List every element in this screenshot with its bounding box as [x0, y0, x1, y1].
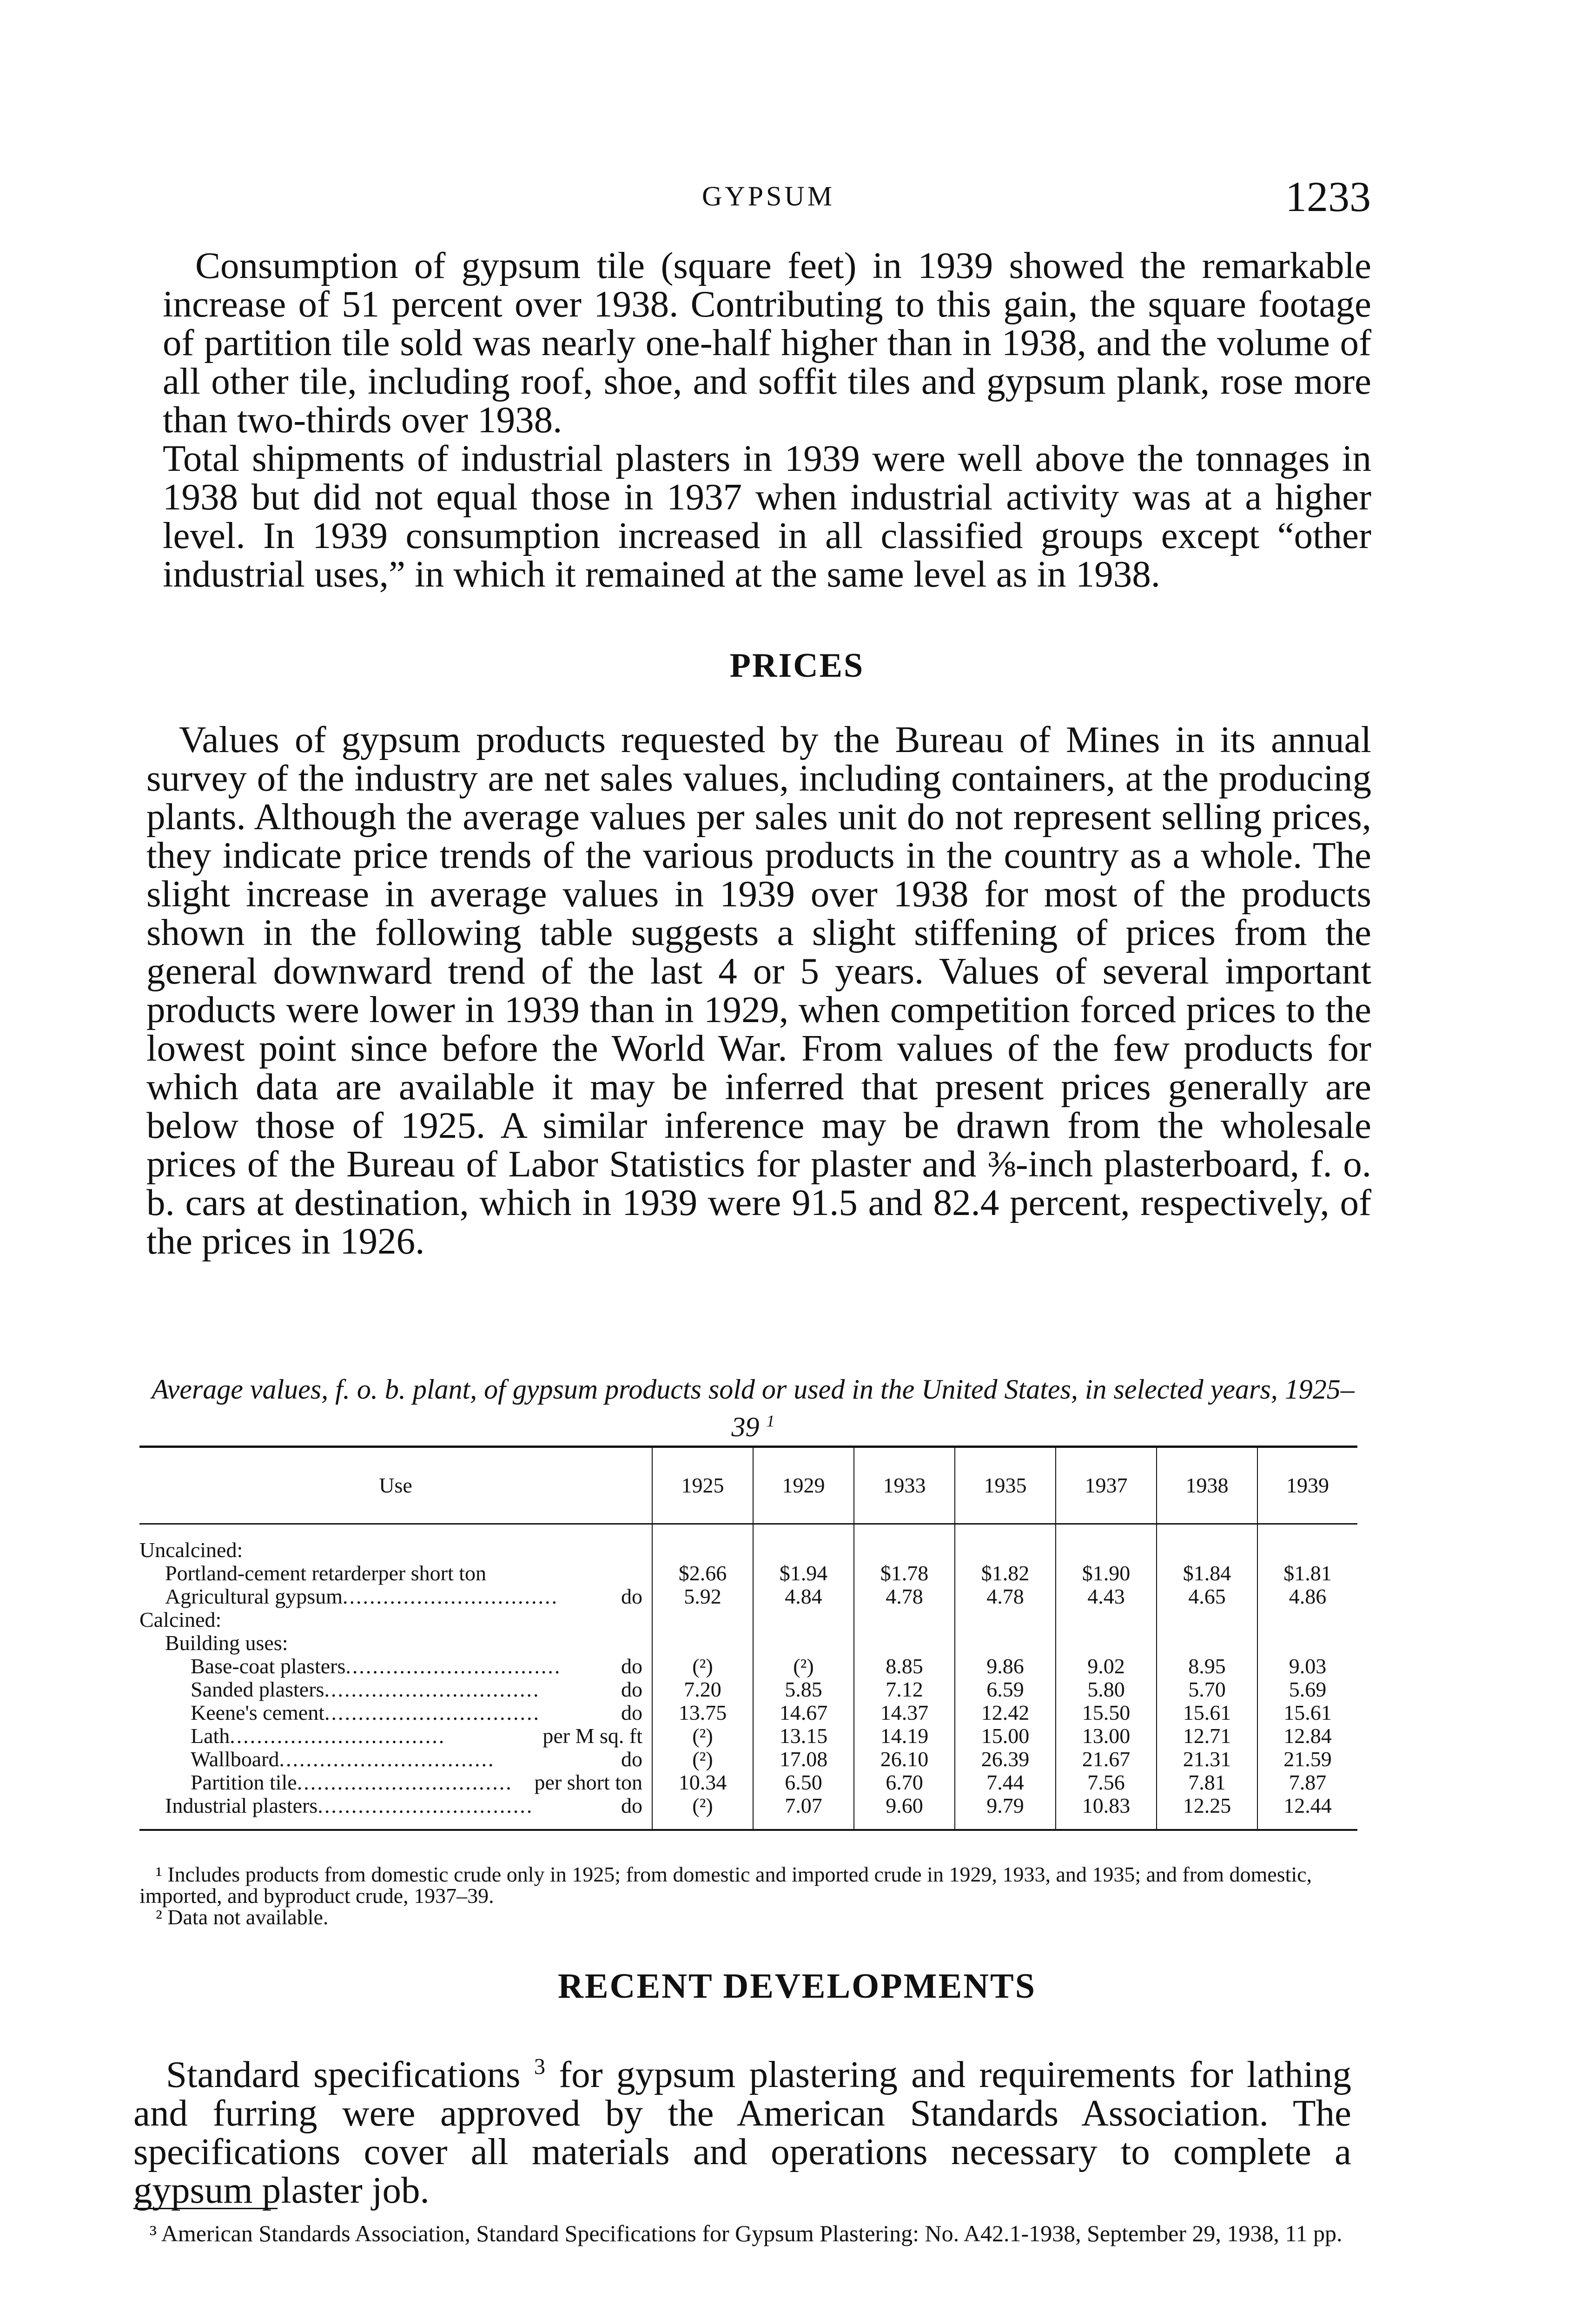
table-cell: 26.39 — [955, 1748, 1056, 1771]
leader-dots: ................................ — [230, 1724, 446, 1748]
group-label-calcined: Calcined: — [139, 1608, 222, 1631]
row-label-cell — [139, 1794, 652, 1830]
table-cell: 7.20 — [652, 1678, 753, 1701]
row-label: Lath — [191, 1724, 230, 1748]
leader-dots: ................................ — [343, 1585, 558, 1608]
table-cell: 10.34 — [652, 1771, 753, 1794]
table-cell: 13.75 — [652, 1701, 753, 1724]
table-header-row — [139, 1447, 1357, 1524]
row-label: Agricultural gypsum — [165, 1585, 343, 1608]
row-unit: do — [621, 1585, 642, 1608]
paragraph-text: Standard specifications — [166, 2053, 534, 2095]
row-label-cell — [139, 1655, 652, 1678]
values-table-container — [139, 1446, 1357, 1831]
table-cell: 7.44 — [955, 1771, 1056, 1794]
row-unit: do — [621, 1748, 642, 1771]
header-year: 1939 — [1257, 1447, 1357, 1524]
paragraph-industrial-plasters: Total shipments of industrial plasters in 1939 were well above the tonnages in 1938 but did not equal those in 1937 when industrial activity was at a higher level. In 1939 consumption increased in all classified groups except “other industrial uses,” in which it remained at the same level as in 1938. — [163, 437, 1371, 595]
table-cell: 21.31 — [1157, 1748, 1257, 1771]
table-cell: 4.78 — [854, 1585, 955, 1608]
values-table — [139, 1446, 1357, 1831]
heading-recent-developments: RECENT DEVELOPMENTS — [557, 1967, 1036, 2006]
table-cell: 14.19 — [854, 1724, 955, 1748]
running-title: GYPSUM — [702, 181, 835, 211]
leader-dots: ................................ — [324, 1701, 540, 1724]
group-label-uncalcined: Uncalcined: — [139, 1538, 243, 1562]
table-cell: 4.65 — [1157, 1585, 1257, 1608]
row-unit: per short ton — [378, 1562, 487, 1585]
row-label: Portland-cement retarder — [165, 1562, 378, 1585]
table-cell: 5.69 — [1257, 1678, 1357, 1701]
table-cell: 12.84 — [1257, 1724, 1357, 1748]
table-cell: (²) — [652, 1655, 753, 1678]
row-label: Wallboard — [191, 1748, 279, 1771]
table-cell: 7.07 — [753, 1794, 854, 1830]
table-row — [139, 1748, 1357, 1771]
paragraph-tile-and-plasters — [163, 246, 1371, 594]
table-cell: 5.92 — [652, 1585, 753, 1608]
table-caption — [139, 1373, 1367, 1443]
row-unit: do — [621, 1655, 642, 1678]
table-cell: (²) — [652, 1724, 753, 1748]
row-label-cell — [139, 1562, 652, 1585]
table-cell: 13.00 — [1056, 1724, 1157, 1748]
table-cell: $1.94 — [753, 1562, 854, 1585]
table-cell: 21.59 — [1257, 1748, 1357, 1771]
table-cell: 5.85 — [753, 1678, 854, 1701]
table-cell: 21.67 — [1056, 1748, 1157, 1771]
table-cell: 8.85 — [854, 1655, 955, 1678]
page-number: 1233 — [1285, 173, 1371, 220]
row-unit: do — [621, 1794, 642, 1817]
table-cell: 15.61 — [1257, 1701, 1357, 1724]
table-cell: 7.87 — [1257, 1771, 1357, 1794]
group-label-building-uses: Building uses: — [165, 1631, 288, 1655]
table-cell: 14.37 — [854, 1701, 955, 1724]
row-unit: do — [621, 1701, 642, 1724]
table-cell: (²) — [652, 1748, 753, 1771]
table-caption-footnote-ref: 1 — [766, 1412, 775, 1430]
leader-dots: ................................ — [317, 1794, 534, 1817]
table-cell: 9.03 — [1257, 1655, 1357, 1678]
table-footnote-1: ¹ Includes products from domestic crude only in 1925; from domestic and imported crude in 1929, 1933, and 1935; and from domestic, imported, and byproduct crude, 1937–39. — [139, 1862, 1312, 1908]
header-year: 1937 — [1056, 1447, 1157, 1524]
table-cell: 4.86 — [1257, 1585, 1357, 1608]
table-cell: $1.90 — [1056, 1562, 1157, 1585]
table-cell: 8.95 — [1157, 1655, 1257, 1678]
footnote-ref-3: 3 — [534, 2054, 545, 2079]
table-cell: 4.43 — [1056, 1585, 1157, 1608]
table-row — [139, 1724, 1357, 1748]
row-label: Industrial plasters — [165, 1794, 318, 1817]
row-label-cell — [139, 1748, 652, 1771]
table-row — [139, 1701, 1357, 1724]
table-cell: 7.12 — [854, 1678, 955, 1701]
leader-dots: ................................ — [345, 1655, 562, 1678]
table-cell: 10.83 — [1056, 1794, 1157, 1830]
table-group-row — [139, 1538, 1357, 1562]
table-cell: 5.70 — [1157, 1678, 1257, 1701]
table-cell: 9.86 — [955, 1655, 1056, 1678]
row-label-cell — [139, 1678, 652, 1701]
table-group-row — [139, 1608, 1357, 1631]
row-unit: per short ton — [534, 1771, 642, 1794]
table-cell: 12.44 — [1257, 1794, 1357, 1830]
table-cell: 9.79 — [955, 1794, 1056, 1830]
table-cell: 26.10 — [854, 1748, 955, 1771]
table-cell: 6.70 — [854, 1771, 955, 1794]
row-label-cell — [139, 1724, 652, 1748]
table-cell: (²) — [652, 1794, 753, 1830]
leader-dots: ................................ — [324, 1678, 540, 1701]
header-year: 1929 — [753, 1447, 854, 1524]
table-footnotes — [139, 1864, 1367, 1928]
table-row — [139, 1562, 1357, 1585]
header-use: Use — [139, 1447, 652, 1524]
table-cell: 17.08 — [753, 1748, 854, 1771]
table-cell: 9.02 — [1056, 1655, 1157, 1678]
leader-dots: ................................ — [279, 1748, 495, 1771]
row-label: Sanded plasters — [191, 1678, 324, 1701]
table-cell: 9.60 — [854, 1794, 955, 1830]
row-label-cell — [139, 1585, 652, 1608]
running-head — [0, 172, 1594, 220]
table-cell: 12.71 — [1157, 1724, 1257, 1748]
header-year: 1935 — [955, 1447, 1056, 1524]
row-unit: do — [621, 1678, 642, 1701]
table-cell: $2.66 — [652, 1562, 753, 1585]
table-spacer-row — [139, 1524, 1357, 1539]
table-cell: 15.00 — [955, 1724, 1056, 1748]
table-row — [139, 1585, 1357, 1608]
table-cell: 7.56 — [1056, 1771, 1157, 1794]
footnote-rule — [133, 2208, 278, 2209]
table-cell: 5.80 — [1056, 1678, 1157, 1701]
table-row — [139, 1678, 1357, 1701]
table-cell: 12.42 — [955, 1701, 1056, 1724]
leader-dots: ................................ — [297, 1771, 513, 1794]
table-cell: 13.15 — [753, 1724, 854, 1748]
table-row — [139, 1771, 1357, 1794]
table-cell: 12.25 — [1157, 1794, 1257, 1830]
row-label: Base-coat plasters — [191, 1655, 346, 1678]
header-year: 1938 — [1157, 1447, 1257, 1524]
table-footnote-2: ² Data not available. — [156, 1905, 329, 1929]
row-label: Partition tile — [191, 1771, 297, 1794]
row-label-cell — [139, 1701, 652, 1724]
table-cell: 14.67 — [753, 1701, 854, 1724]
table-cell: 15.61 — [1157, 1701, 1257, 1724]
table-cell: 7.81 — [1157, 1771, 1257, 1794]
table-cell: 15.50 — [1056, 1701, 1157, 1724]
header-year: 1925 — [652, 1447, 753, 1524]
table-row — [139, 1655, 1357, 1678]
table-cell: $1.78 — [854, 1562, 955, 1585]
table-cell: 4.78 — [955, 1585, 1056, 1608]
page-footnote-3: ³ American Standards Association, Standard Specifications for Gypsum Plastering: No. A42.1-1938, September 29, 1938, 11 pp. — [150, 2220, 1343, 2246]
table-cell: (²) — [753, 1655, 854, 1678]
header-year: 1933 — [854, 1447, 955, 1524]
table-cell: $1.84 — [1157, 1562, 1257, 1585]
table-caption-text: Average values, f. o. b. plant, of gypsum products sold or used in the United States, in selected years, 1925–39 — [152, 1374, 1355, 1442]
table-group-row — [139, 1631, 1357, 1655]
table-cell: $1.82 — [955, 1562, 1056, 1585]
row-label: Keene's cement — [191, 1701, 324, 1724]
heading-prices: PRICES — [729, 647, 865, 685]
paragraph-prices: Values of gypsum products requested by the Bureau of Mines in its annual survey of the industry are net sales values, including containers, at the producing plants. Although the average values per sales unit do not represent selling prices, they indicate price trends of the various products in the country as a whole. The slight increase in average values in 1939 over 1938 for most of the products shown in the following table suggests a slight stiffening of prices from the general downward trend of the last 4 or 5 years. Values of several important products were lower in 1939 than in 1929, when competition forced prices to the lowest point since before the World War. From values of the few products for which data are available it may be inferred that present prices generally are below those of 1925. A similar inference may be drawn from the wholesale prices of the Bureau of Labor Statistics for plaster and ⅜-inch plasterboard, f. o. b. cars at destination, which in 1939 were 91.5 and 82.4 percent, respectively, of the prices in 1926. — [146, 719, 1371, 1262]
table-cell: 6.50 — [753, 1771, 854, 1794]
paragraph-recent-developments — [133, 2047, 1351, 2210]
row-unit: per M sq. ft — [542, 1724, 642, 1748]
table-cell: 4.84 — [753, 1585, 854, 1608]
row-label-cell — [139, 1771, 652, 1794]
paragraph-text: for gypsum plastering and requirements for lathing and furring were approved by the American Standards Association. The specifications cover all materials and operations necessary to complete a gypsum plaster job. — [133, 2053, 1351, 2211]
paragraph-tile: Consumption of gypsum tile (square feet) in 1939 showed the remarkable increase of 51 percent over 1938. Contributing to this gain, the square footage of partition tile sold was nearly one-half higher than in 1938, and the volume of all other tile, including roof, shoe, and soffit tiles and gypsum plank, rose more than two-thirds over 1938. — [163, 244, 1371, 441]
table-cell: 6.59 — [955, 1678, 1056, 1701]
table-row — [139, 1794, 1357, 1830]
table-cell: $1.81 — [1257, 1562, 1357, 1585]
